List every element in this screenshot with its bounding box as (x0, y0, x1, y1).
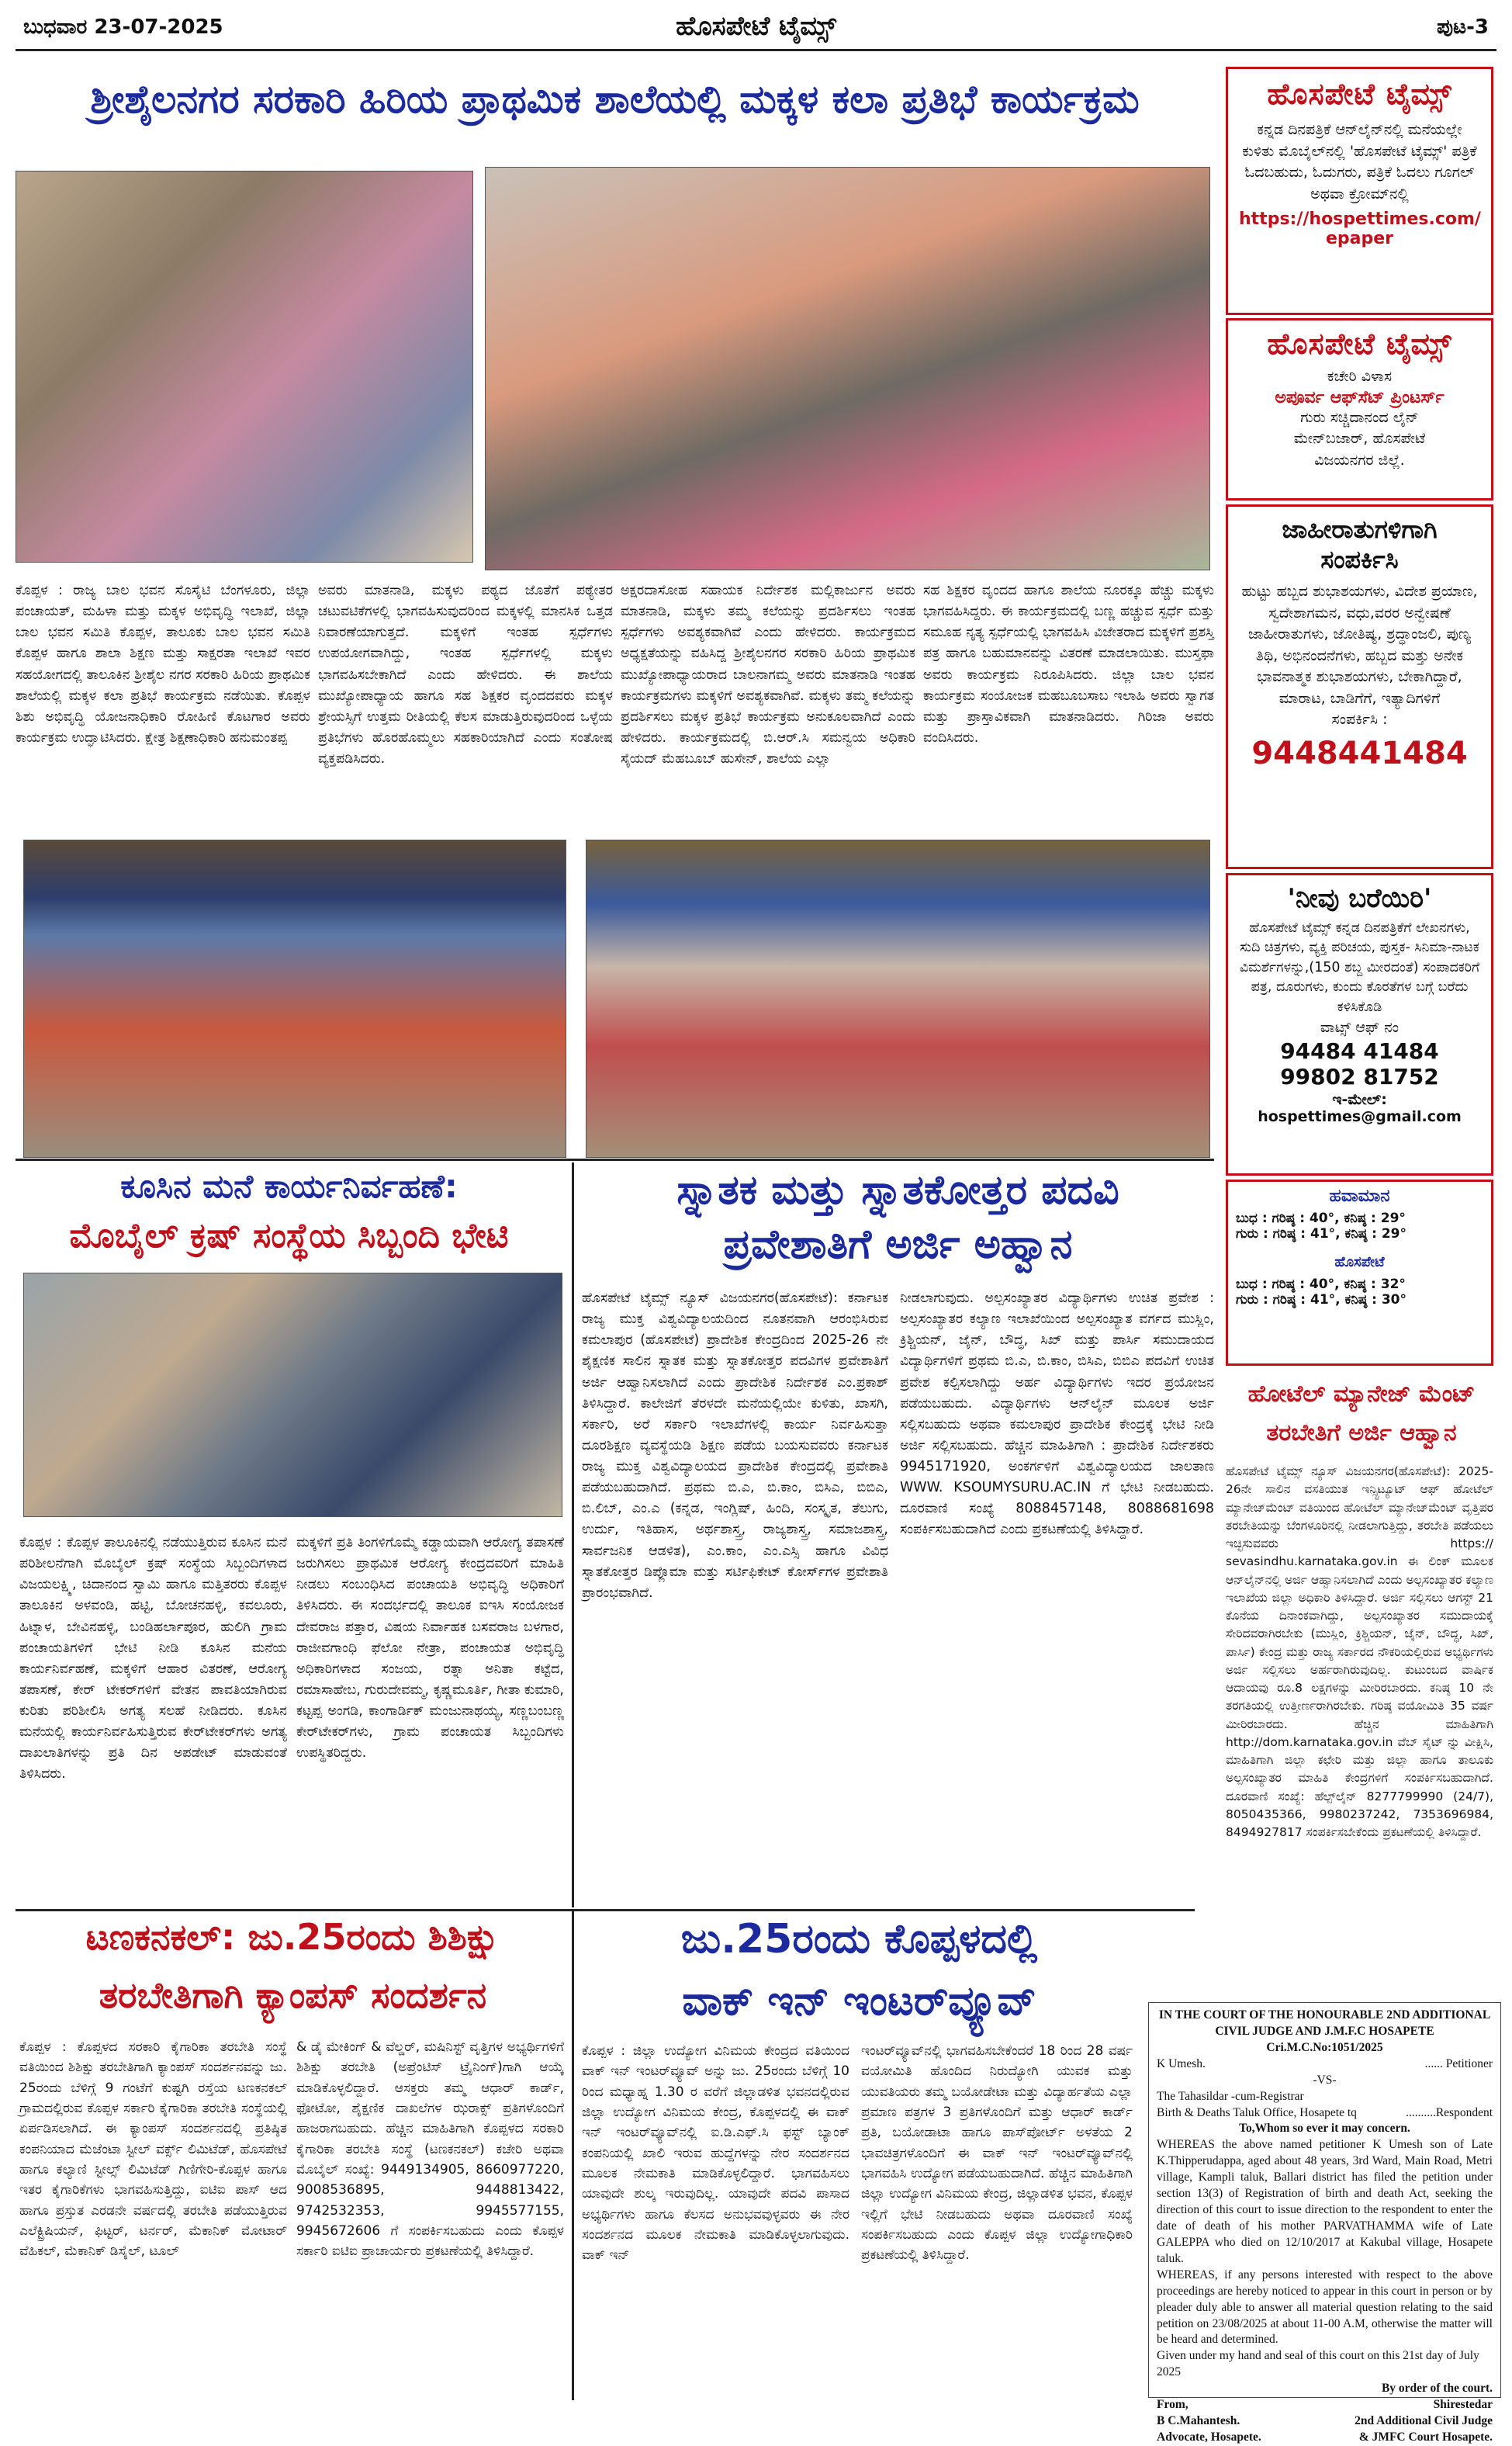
court-respondent-1: The Tahasildar -cum-Registrar (1157, 2089, 1304, 2103)
newspaper-name: ಹೊಸಪೇಟೆ ಟೈಮ್ಸ್ (676, 11, 836, 42)
address-line-2: ಮೇನ್‌ಬಜಾರ್, ಹೊಸಪೇಟೆ (1293, 430, 1426, 448)
sidebar-ad-epaper (1226, 67, 1493, 315)
epaper-text: ಕನ್ನಡ ದಿನಪತ್ರಿಕೆ ಆನ್‌ಲೈನ್‌ನಲ್ಲಿ ಮನೆಯಲ್ಲೇ ಕುಳಿತು ಮೊಬೈಲ್‌ನಲ್ಲಿ 'ಹೊಸಪೇಟೆ ಟೈಮ್ಸ್' ಪತ್ರಿಕೆ ಓದಬಹುದು, ಓದುಗರು, ಪತ್ರಿಕೆ ಓದಲು ಗೂಗಲ್ ಅಥವಾ ಕ್ರೋಮ್‌ನಲ್ಲಿ (1242, 121, 1477, 203)
sidebar-ad-write (1226, 873, 1493, 1176)
story1-column-2: ಅವರು ಮಾತನಾಡಿ, ಮಕ್ಕಳು ಪಠ್ಯದ ಜೊತೆಗೆ ಪಠ್ಯೇತರ ಚಟುವಟಿಕೆಗಳಲ್ಲಿ ಭಾಗವಹಿಸುವುದರಿಂದ ಮಕ್ಕಳಲ್ಲಿ ಮಾನಸಿಕ ಒತ್ತಡ ನಿವಾರಣೆಯಾಗುತ್ತದೆ. ಮಕ್ಕಳಿಗೆ ಇಂತಹ ಸ್ಪರ್ಧೆಗಳು ಉಪಯೋಗವಾಗಿದ್ದು, ಇಂತಹ ಸ್ಪರ್ಧೆಗಳಲ್ಲಿ ಮಕ್ಕಳು ಭಾಗವಹಿಸಬೇಕಾಗಿದೆ ಎಂದು ಹೇಳಿದರು. ಈ ಶಾಲೆಯ ಮುಖ್ಯೋಪಾಧ್ಯಾಯ ಹಾಗೂ ಸಹ ಶಿಕ್ಷಕರ ವೃಂದದವರು ಮಕ್ಕಳ ಶ್ರೇಯಸ್ಸಿಗೆ ಉತ್ತಮ ರೀತಿಯಲ್ಲಿ ಕೆಲಸ ಮಾಡುತ್ತಿರುವುದರಿಂದ ಒಳ್ಳೆಯ ಪ್ರತಿಭೆಗಳು ಹೊರಹೊಮ್ಮಲು ಸಹಕಾರಿಯಾಗಿದೆ ಎಂದು ಸಂತೋಷ ವ್ಯಕ್ತಪಡಿಸಿದರು. (318, 583, 613, 767)
court-para-2: WHEREAS, if any persons interested with respect to the above proceedings are hereby noticed to appear in this court in person or by pleader duly able to answer all material question relating to the said petition on 23/08/2025 at about 11-00 A.M, otherwise the matter will be heard and determined. (1157, 2268, 1493, 2347)
weather-row: ಬುಧ : ಗರಿಷ್ಠ : 40°, ಕನಿಷ್ಠ : 29° (1236, 1211, 1406, 1226)
sidebar-ad-address (1226, 318, 1493, 501)
story6-column-2: ಇಂಟರ್‌ವ್ಯೂವ್‌ನಲ್ಲಿ ಭಾಗವಹಿಸಬೇಕೆಂದರೆ 18 ರಿಂದ 28 ವರ್ಷ ವಯೋಮಿತಿ ಹೊಂದಿದ ನಿರುದ್ಯೋಗಿ ಯುವಕ ಮತ್ತು ಯುವತಿಯರು ತಮ್ಮ ಬಯೋಡೇಟಾ ಮತ್ತು ವಿದ್ಯಾರ್ಹತೆಯ ಎಲ್ಲಾ ಪ್ರಮಾಣ ಪತ್ರಗಳ 3 ಪ್ರತಿಗಳೊಂದಿಗೆ ಮತ್ತು ಆಧಾರ್ ಕಾರ್ಡ್ ಪ್ರತಿ, ಬಯೋಡಾಟಾ ಹಾಗೂ ಪಾಸ್‌ಪೋರ್ಟ್ ಅಳತೆಯ 2 ಭಾವಚಿತ್ರಗಳೊಂದಿಗೆ ಈ ವಾಕ್ ಇನ್ ಇಂಟರ್‌ವ್ಯೂವ್‌ನಲ್ಲಿ ಭಾಗವಹಿಸಿ ಉದ್ಯೋಗ ಪಡೆಯಬಹುದಾಗಿದೆ. ಹೆಚ್ಚಿನ ಮಾಹಿತಿಗಾಗಿ ಜಿಲ್ಲಾ ಉದ್ಯೋಗ ವಿನಿಮಯ ಕೇಂದ್ರ, ಜಿಲ್ಲಾಡಳಿತ ಭವನ, ಕೊಪ್ಪಳ ಇಲ್ಲಿಗೆ ಭೇಟಿ ನೀಡಬಹುದು ಅಥವಾ ದೂರವಾಣಿ ಸಂಖ್ಯೆ ಸಂಪರ್ಕಿಸಬಹುದು ಎಂದು ಕೊಪ್ಪಳ ಜಿಲ್ಲಾ ಉದ್ಯೋಗಾಧಿಕಾರಿ ಪ್ರಕಟಣೆಯಲ್ಲಿ ತಿಳಿಸಿದ್ದಾರೆ. (861, 2043, 1133, 2264)
court-sign-1: Shirestedar (1433, 2398, 1493, 2412)
story1-photo-dance-2 (586, 840, 1210, 1158)
court-respondent-2: Birth & Deaths Taluk Office, Hosapete tq (1157, 2105, 1357, 2119)
whatsapp-label: ವಾಟ್ಸ್ ಆಫ್ ನಂ (1320, 1018, 1400, 1036)
sidebar-ad-contact (1226, 504, 1493, 869)
printer-name: ಅಪೂರ್ವ ಆಫ್‌ಸೆಟ್ ಪ್ರಿಂಟರ್ಸ್ (1275, 387, 1445, 407)
court-para-1: WHEREAS the above named petitioner K Umesh son of Late K.Thipperudappa, aged about 48 years, 3rd Ward, Main Road, Metri village, Kampli taluk, Ballari district has filed the petition under section 13(3) of Registration of birth and death Act, seeking the direction of this court to issue direction to the respondent to enter the date of death of his mother PARVATHAMMA wife of Late GALEPPA who died on 12/10/2017 at Kakubal village, Hosapete taluk. (1157, 2138, 1493, 2265)
epaper-link[interactable]: https://hospettimes.com/ (1239, 210, 1481, 230)
email-address[interactable]: hospettimes@gmail.com (1258, 1108, 1462, 1126)
divider (572, 1911, 574, 2400)
court-advocate-place: Advocate, Hosapete. (1157, 2430, 1261, 2444)
ads-subtitle: ಸಂಪರ್ಕಿಸಿ (1320, 545, 1399, 574)
story1-photo-group-certificates (16, 171, 473, 563)
court-to: To,Whom so ever it may concern. (1239, 2122, 1410, 2136)
page-number: ಪುಟ-3 (1436, 16, 1489, 39)
sidebar-logo: ಹೊಸಪೇಟೆ ಟೈಮ್ಸ್ (1267, 77, 1452, 111)
court-advocate-name: B C.Mahantesh. (1157, 2414, 1240, 2428)
story3-headline-line2: ಪ್ರವೇಶಾತಿಗೆ ಅರ್ಜಿ ಅಹ್ವಾನ (723, 1221, 1073, 1268)
story1-headline: ಶ್ರೀಶೈಲನಗರ ಸರಕಾರಿ ಹಿರಿಯ ಪ್ರಾಥಮಿಕ ಶಾಲೆಯಲ್ಲಿ ಮಕ್ಕಳ ಕಲಾ ಪ್ರತಿಭೆ ಕಾರ್ಯಕ್ರಮ (90, 77, 1140, 122)
weather-row: ಗುರು : ಗರಿಷ್ಠ : 41°, ಕನಿಷ್ಠ : 29° (1236, 1226, 1407, 1242)
weather-row: ಗುರು : ಗರಿಷ್ಠ : 41°, ಕನಿಷ್ಠ : 30° (1236, 1292, 1407, 1308)
story1-photo-dance-1 (23, 840, 566, 1158)
story2-column-2: ಮಕ್ಕಳಿಗೆ ಪ್ರತಿ ತಿಂಗಳಿಗೊಮ್ಮೆ ಕಡ್ಡಾಯವಾಗಿ ಆರೋಗ್ಯ ತಪಾಸಣೆ ಜರುಗಿಸಲು ಪ್ರಾಥಮಿಕ ಆರೋಗ್ಯ ಕೇಂದ್ರದವರಿಗೆ ಮಾಹಿತಿ ನೀಡಲು ಸಂಬಂಧಿಸಿದ ಪಂಚಾಯತಿ ಅಭಿವೃದ್ಧಿ ಅಧಿಕಾರಿಗೆ ತಿಳಿಸಿದರು. ಈ ಸಂದರ್ಭದಲ್ಲಿ ತಾಲೂಕ ಐಇಸಿ ಸಂಯೋಜಕ ದೇವರಾಜ ಪತ್ತಾರ, ವಿಷಯ ನಿರ್ವಾಹಕ ಬಸವರಾಜ ಬಳಗಾರ, ರಾಜೀವಗಾಂಧಿ ಫೆಲೋ ನೇತ್ರಾ, ಪಂಚಾಯತ ಅಭಿವೃದ್ಧಿ ಅಧಿಕಾರಿಗಳಾದ ಸಂಜಯ, ರತ್ನಾ ಅನಿತಾ ಕಟ್ಟೆದ, ರಮಾಸಾಹೇಬ, ಗುರುದೇವಮ್ಮ, ಕೃಷ್ಣಮೂರ್ತಿ, ಗೀತಾ ಕುಮಾರಿ, ಕಟ್ಟಪ್ಪ ಅಂಗಡಿ, ಕಾಂಗಾರ್ಡಿಕ್ ಮಂಜುನಾಥಯ್ಯ, ಸಣ್ಣಬಂಬಣ್ಣ ಕೇರ್‌ಟೇಕರ್‌ಗಳು, ಗ್ರಾಮ ಪಂಚಾಯತ ಸಿಬ್ಬಂದಿಗಳು ಉಪಸ್ಥಿತರಿದ್ದರು. (296, 1535, 564, 1762)
write-text: ಹೊಸಪೇಟೆ ಟೈಮ್ಸ್ ಕನ್ನಡ ದಿನಪತ್ರಿಕೆಗೆ ಲೇಖನಗಳು, ಸುದಿ ಚಿತ್ರಗಳು, ವ್ಯಕ್ತಿ ಪರಿಚಯ, ಪುಸ್ತಕ- ಸಿನಿಮಾ-ನಾಟಕ ವಿಮರ್ಶೆಗಳನ್ನು,(150 ಶಬ್ದ ಮೀರದಂತೆ) ಸಂಪಾದಕರಿಗೆ ಪತ್ರ, ದೂರುಗಳು, ಕುಂದು ಕೊರತೆಗಳ ಬಗ್ಗೆ ಬರೆದು ಕಳಿಸಿಕೊಡಿ (1239, 920, 1480, 1015)
court-notice (1148, 2002, 1501, 2444)
write-phone-1: 94484 41484 (1280, 1038, 1439, 1065)
story2-photo-creche-visit (23, 1273, 562, 1517)
story6-headline-line1: ಜು.25ರಂದು ಕೊಪ್ಪಳದಲ್ಲಿ (680, 1916, 1038, 1963)
story2-column-1: ಕೊಪ್ಪಳ : ಕೊಪ್ಪಳ ತಾಲೂಕಿನಲ್ಲಿ ನಡೆಯುತ್ತಿರುವ ಕೂಸಿನ ಮನೆ ಪರಿಶೀಲನೆಗಾಗಿ ಮೊಬೈಲ್ ಕ್ರಷ್ ಸಂಸ್ಥೆಯ ಸಿಬ್ಬಂದಿಗಳಾದ ವಿಜಯಲಕ್ಷ್ಮಿ, ಚಿದಾನಂದ ಸ್ವಾಮಿ ಹಾಗೂ ಮತ್ತಿತರರು ಕೊಪ್ಪಳ ತಾಲೂಕಿನ ಅಳವಂಡಿ, ಹಟ್ಟಿ, ಬೋಚನಹಳ್ಳಿ, ಕವಲೂರು, ಹಿಟ್ನಾಳ, ಬೇವಿನಹಳ್ಳಿ, ಬಂಡಿಹರ್ಲಾಪೂರ, ಹುಲಿಗಿ ಗ್ರಾಮ ಪಂಚಾಯತಿಗಳಿಗೆ ಭೇಟಿ ನೀಡಿ ಕೂಸಿನ ಮನೆಯ ಕಾರ್ಯನಿರ್ವಹಣೆ, ಮಕ್ಕಳಿಗೆ ಆಹಾರ ವಿತರಣೆ, ಆರೋಗ್ಯ ತಪಾಸಣೆ, ಕೇರ್ ಟೇಕರ್‌ಗಳಿಗೆ ವೇತನ ಪಾವತಿಯಾಗಿರುವ ಕುರಿತು ಪರಿಶೀಲಿಸಿ ಅಗತ್ಯ ಸಲಹೆ ನೀಡಿದರು. ಕೂಸಿನ ಮನೆಯಲ್ಲಿ ಕಾರ್ಯನಿರ್ವಹಿಸುತ್ತಿರುವ ಕೇರ್‌ಟೇಕರ್‌ಗಳು ಅಗತ್ಯ ದಾಖಲಾತಿಗಳನ್ನು ಪ್ರತಿ ದಿನ ಅಪಡೇಟ್ ಮಾಡುವಂತೆ ತಿಳಿಸಿದರು. (19, 1535, 287, 1783)
story5-column-2: & ಡೈ ಮೇಕಿಂಗ್ & ವೆಲ್ಡರ್, ಮಷಿನಿಸ್ಟ್ ವೃತ್ತಿಗಳ ಅಭ್ಯರ್ಥಿಗಳಿಗೆ ಶಿಶಿಕ್ಷು ತರಬೇತಿ (ಅಪ್ರೆಂಟಿಸ್ ಟ್ರೈನಿಂಗ್)ಗಾಗಿ ಆಯ್ಕೆ ಮಾಡಿಕೊಳ್ಳಲಿದ್ದಾರೆ. ಆಸಕ್ತರು ತಮ್ಮ ಆಧಾರ್ ಕಾರ್ಡ್, ಫೋಟೋ, ಶೈಕ್ಷಣಿಕ ದಾಖಲೆಗಳ ಝರಾಕ್ಸ್ ಪ್ರತಿಗಳೊಂದಿಗೆ ಹಾಜರಾಗಬಹುದು. ಹೆಚ್ಚಿನ ಮಾಹಿತಿಗಾಗಿ ಕೊಪ್ಪಳದ ಸರಕಾರಿ ಕೈಗಾರಿಕಾ ತರಬೇತಿ ಸಂಸ್ಥೆ (ಟಣಕನಕಲ್) ಕಚೇರಿ ಅಥವಾ ಮೊಬೈಲ್ ಸಂಖ್ಯೆ: 9449134905, 8660977220, 9008536895, 9448813422, 9742532353, 9945577155, 9945672606 ಗೆ ಸಂಪರ್ಕಿಸಬಹುದು ಎಂದು ಕೊಪ್ಪಳ ಸರ್ಕಾರಿ ಐಟಿಐ ಪ್ರಾಚಾರ್ಯರು ಪ್ರಕಟಣೆಯಲ್ಲಿ ತಿಳಿಸಿದ್ದಾರೆ. (296, 2039, 564, 2260)
story3-headline-line1: ಸ್ನಾತಕ ಮತ್ತು ಸ್ನಾತಕೋತ್ತರ ಪದವಿ (676, 1167, 1119, 1214)
story1-column-3: ಅಕ್ಷರದಾಸೋಹ ಸಹಾಯಕ ನಿರ್ದೇಶಕ ಮಲ್ಲಿಕಾರ್ಜುನ ಅವರು ಮಾತನಾಡಿ, ಮಕ್ಕಳು ತಮ್ಮ ಕಲೆಯನ್ನು ಪ್ರದರ್ಶಿಸಲು ಇಂತಹ ಸ್ಪರ್ಧೆಗಳು ಅವಶ್ಯಕವಾಗಿವೆ ಎಂದು ಹೇಳಿದರು. ಕಾರ್ಯಕ್ರಮದ ಅಧ್ಯಕ್ಷತೆಯನ್ನು ವಹಿಸಿದ್ದ ಶ್ರೀಶೈಲನಗರ ಸರಕಾರಿ ಹಿರಿಯ ಪ್ರಾಥಮಿಕ ಮುಖ್ಯೋಪಾಧ್ಯಾಯರಾದ ಬಾಲನಾಗಮ್ಮ ಅವರು ಮಾತನಾಡಿ ಇಂತಹ ಕಾರ್ಯಕ್ರಮಗಳು ಮಕ್ಕಳಿಗೆ ಅವಶ್ಯಕವಾಗಿವೆ. ಮಕ್ಕಳು ತಮ್ಮ ಕಲೆಯನ್ನು ಪ್ರದರ್ಶಿಸಲು ಮಕ್ಕಳ ಪ್ರತಿಭೆ ಕಾರ್ಯಕ್ರಮ ಅನುಕೂಲವಾಗಿದೆ ಎಂದು ಹೇಳಿದರು. ಕಾರ್ಯಕ್ರಮದಲ್ಲಿ ಬಿ.ಆರ್.ಸಿ ಸಮನ್ವಯ ಅಧಿಕಾರಿ ಸೈಯದ್ ಮೆಹಬೂಬ್ ಹುಸೇನ್, ಶಾಲೆಯ ಎಲ್ಲಾ (621, 583, 915, 767)
divider (16, 1159, 1214, 1161)
story1-photo-plant-ceremony (485, 167, 1210, 570)
story4-headline-line2: ತರಬೇತಿಗೆ ಅರ್ಜಿ ಆಹ್ವಾನ (1266, 1419, 1457, 1446)
court-para-3: Given under my hand and seal of this court on this 21st day of July 2025 (1157, 2349, 1479, 2379)
story5-headline-line2: ತರಬೇತಿಗಾಗಿ ಕ್ಯಾಂಪಸ್ ಸಂದರ್ಶನ (99, 1974, 487, 2016)
address-line-3: ವಿಜಯನಗರ ಜಿಲ್ಲೆ. (1314, 451, 1405, 469)
ads-text: ಹುಟ್ಟು ಹಬ್ಬದ ಶುಭಾಶಯಗಳು, ವಿದೇಶ ಪ್ರಯಾಣ, ಸ್ವದೇಶಾಗಮನ, ವಧು,ವರರ ಅನ್ವೇಷಣೆ ಜಾಹೀರಾತುಗಳು, ಜೋತಿಷ್ಯ, ಶ್ರದ್ಧಾಂಜಲಿ, ಪುಣ್ಯ ತಿಥಿ, ಅಭಿನಂದನೆಗಳು, ಹಬ್ಬದ ಮತ್ತು ಅನೇಕ ಭಾವನಾತ್ಮಕ ಶುಭಾಶಯಗಳು, ಬೇಕಾಗಿದ್ದಾರೆ, ಮಾರಾಟ, ಬಾಡಿಗೆಗೆ, ಇತ್ಯಾದಿಗಳಿಗೆ (1241, 583, 1478, 707)
story1-column-4: ಸಹ ಶಿಕ್ಷಕರ ವೃಂದದ ಹಾಗೂ ಶಾಲೆಯ ನೂರಕ್ಕೂ ಹೆಚ್ಚು ಮಕ್ಕಳು ಭಾಗವಹಿಸಿದ್ದರು. ಈ ಕಾರ್ಯಕ್ರಮದಲ್ಲಿ ಬಣ್ಣ ಹಚ್ಚುವ ಸ್ಪರ್ಧೆ ಮತ್ತು ಸಮೂಹ ನೃತ್ಯ ಸ್ಪರ್ಧೆಯಲ್ಲಿ ಭಾಗವಹಿಸಿ ವಿಜೇತರಾದ ಮಕ್ಕಳಿಗೆ ಪ್ರಶಸ್ತಿ ಪತ್ರ ಹಾಗೂ ಬಹುಮಾನವನ್ನು ವಿತರಣೆ ಮಾಡಲಾಯಿತು. ಮುಸ್ತಫಾ ಅವರು ಕಾರ್ಯಕ್ರಮ ನಿರೂಪಿಸಿದರು. ಜಿಲ್ಲಾ ಬಾಲ ಭವನ ಕಾರ್ಯಕ್ರಮ ಸಂಯೋಜಕ ಮಹಬೂಬಸಾಬ ಇಲಾಹಿ ಅವರು ಸ್ವಾಗತ ಮತ್ತು ಪ್ರಾಸ್ತಾವಿಕವಾಗಿ ಮಾತನಾಡಿದರು. ಗಿರಿಜಾ ಅವರು ವಂದಿಸಿದರು. (923, 583, 1214, 746)
court-sign-2: 2nd Additional Civil Judge (1355, 2414, 1493, 2428)
story6-column-1: ಕೊಪ್ಪಳ : ಜಿಲ್ಲಾ ಉದ್ಯೋಗ ವಿನಿಮಯ ಕೇಂದ್ರದ ವತಿಯಿಂದ ವಾಕ್ ಇನ್ ಇಂಟರ್‌ವ್ಯೂವ್ ಅನ್ನು ಜು. 25ರಂದು ಬೆಳಿಗ್ಗೆ 10 ರಿಂದ ಮಧ್ಯಾಹ್ನ 1.30 ರ ವರೆಗೆ ಜಿಲ್ಲಾಡಳಿತ ಭವನದಲ್ಲಿರುವ ಜಿಲ್ಲಾ ಉದ್ಯೋಗ ವಿನಿಮಯ ಕೇಂದ್ರ, ಕೊಪ್ಪಳದಲ್ಲಿ ಈ ವಾಕ್ ಇನ್ ಇಂಟರ್‌ವ್ಯೂವ್‌ನಲ್ಲಿ ಐ.ಡಿ.ಎಫ್.ಸಿ ಫಸ್ಟ್ ಬ್ಯಾಂಕ್ ಕಂಪನಿಯಲ್ಲಿ ಖಾಲಿ ಇರುವ ಹುದ್ದೆಗಳನ್ನು ನೇರ ಸಂದರ್ಶನದ ಮೂಲಕ ನೇಮಕಾತಿ ಮಾಡಿಕೊಳ್ಳಲಿದ್ದಾರೆ. ಭಾಗವಹಿಸಲು ಯಾವುದೇ ಶುಲ್ಕ ಇರುವುದಿಲ್ಲ. ಯಾವುದೇ ಪದವಿ ಪಾಸಾದ ಅಭ್ಯರ್ಥಿಗಳು ಹಾಗೂ ಕೆಲಸದ ಅನುಭವವುಳ್ಳವರು ಈ ನೇರ ಸಂದರ್ಶನದ ಮೂಲಕ ನೇಮಕಾತಿ ಮಾಡಿಕೊಳ್ಳಲಾಗುವುದು. ವಾಕ್ ಇನ್ (582, 2043, 849, 2264)
story5-headline-line1: ಟಣಕನಕಲ್: ಜು.25ರಂದು ಶಿಶಿಕ್ಷು (85, 1916, 500, 1958)
weather-city: ಹೊಸಪೇಟೆ (1334, 1254, 1385, 1270)
court-title: IN THE COURT OF THE HONOURABLE 2ND ADDITIONAL CIVIL JUDGE AND J.M.F.C HOSAPETE (1158, 2008, 1491, 2038)
epaper-link-suffix[interactable]: epaper (1325, 229, 1394, 249)
court-case-number: Cri.M.C.No:1051/2025 (1266, 2040, 1383, 2054)
story4-text: ಹೊಸಪೇಟೆ ಟೈಮ್ಸ್ ನ್ಯೂಸ್ ವಿಜಯನಗರ(ಹೊಸಪೇಟೆ): 2025-26ನೇ ಸಾಲಿನ ವಸತಿಯುತ ಇನ್ಸ್ಟಿಟ್ಯೂಟ್ ಆಫ್ ಹೋಟೆಲ್ ಮ್ಯಾನೇಜ್‌ಮೆಂಟ್ ವತಿಯಿಂದ ಹೋಟೆಲ್ ಮ್ಯಾನೇಜ್‌ಮೆಂಟ್ ವೃತ್ತಿಪರ ತರಬೇತಿಯನ್ನು ಬೆಂಗಳೂರಿನಲ್ಲಿ ನೀಡಲಾಗುತ್ತಿದ್ದು, ತರಬೇತಿ ಪಡೆಯಲು ಇಚ್ಛಿಸುವವರು https:// sevasindhu.karnataka.gov.in ಈ ಲಿಂಕ್ ಮೂಲಕ ಆನ್‌ಲೈನ್‌ನಲ್ಲಿ ಅರ್ಜಿ ಆಹ್ವಾನಿಸಲಾಗಿದೆ ಎಂದು ಅಲ್ಪಸಂಖ್ಯಾತರ ಕಲ್ಯಾಣ ಇಲಾಖೆಯ ಜಿಲ್ಲಾ ಅಧಿಕಾರಿ ತಿಳಿಸಿದ್ದಾರೆ. ಅರ್ಜಿ ಸಲ್ಲಿಸಲು ಆಗಸ್ಟ್ 21 ಕೊನೆಯ ದಿನಾಂಕವಾಗಿದ್ದು, ಅಲ್ಪಸಂಖ್ಯಾತರ ಸಮುದಾಯಕ್ಕೆ ಸೇರಿದವರಾಗಿರಬೇಕು (ಮುಸ್ಲಿಂ, ಕ್ರಿಶ್ಚಿಯನ್, ಜೈನ್, ಬೌದ್ಧ, ಸಿಖ್, ಪಾರ್ಸಿ) ಕೇಂದ್ರ ಮತ್ತು ರಾಜ್ಯ ಸರ್ಕಾರದ ನೌಕರಿಯಲ್ಲಿರುವ ಅಭ್ಯರ್ಥಿಗಳು ಅರ್ಜಿ ಸಲ್ಲಿಸಲು ಅರ್ಹರಾಗಿರುವುದಿಲ್ಲ. ಕುಟುಂಬದ ವಾರ್ಷಿಕ ಆದಾಯವು ರೂ.8 ಲಕ್ಷಗಳನ್ನು ಮೀರಿರಬಾರದು. ಕನಿಷ್ಠ 10 ನೇ ತರಗತಿಯಲ್ಲಿ ಉತ್ತೀರ್ಣರಾಗಿರಬೇಕು. ಗರಿಷ್ಠ ವಯೋಮಿತಿ 35 ವರ್ಷ ಮೀರಿರಬಾರದು. ಹೆಚ್ಚಿನ ಮಾಹಿತಿಗಾಗಿ http://dom.karnataka.gov.in ವೆಬ್ ಸೈಟ್ ನ್ನು ವೀಕ್ಷಿಸಿ, ಮಾಹಿತಿಗಾಗಿ ಜಿಲ್ಲಾ ಕಛೇರಿ ಮತ್ತು ಜಿಲ್ಲಾ ಹಾಗೂ ತಾಲೂಕು ಅಲ್ಪಸಂಖ್ಯಾತರ ಮಾಹಿತಿ ಕೇಂದ್ರಗಳಿಗೆ ಸಂಪರ್ಕಿಸಬಹುದಾಗಿದೆ. ದೂರವಾಣಿ ಸಂಖ್ಯೆ: ಹೆಲ್ಪ್‌ಲೈನ್ 8277799990 (24/7), 8050435366, 9980237242, 7353696984, 8494927817 ಸಂಪರ್ಕಿಸಬೇಕೆಂದು ಪ್ರಕಟಣೆಯಲ್ಲಿ ತಿಳಿಸಿದ್ದಾರೆ. (1226, 1464, 1493, 1839)
story6-headline-line2: ವಾಕ್ ಇನ್ ಇಂಟರ್‌ವ್ಯೂವ್ (682, 1978, 1036, 2025)
sidebar-logo: ಹೊಸಪೇಟೆ ಟೈಮ್ಸ್ (1267, 327, 1452, 361)
court-sign-3: & JMFC Court Hosapete. (1358, 2430, 1493, 2444)
email-label: ಇ-ಮೇಲ್: (1332, 1091, 1387, 1109)
story4-headline-line1: ಹೋಟೆಲ್ ಮ್ಯಾನೇಜ್ ಮೆಂಟ್ (1247, 1381, 1476, 1408)
divider (572, 1162, 574, 1907)
write-title: 'ನೀವು ಬರೆಯಿರಿ' (1287, 883, 1432, 914)
court-petitioner-label: ...... Petitioner (1424, 2056, 1493, 2070)
ads-contact-label: ಸಂಪರ್ಕಿಸಿ : (1331, 711, 1388, 729)
court-vs: -VS- (1313, 2073, 1337, 2087)
weather-row: ಬುಧ : ಗರಿಷ್ಠ : 40°, ಕನಿಷ್ಠ : 32° (1236, 1277, 1406, 1292)
story3-column-2: ನೀಡಲಾಗುವುದು. ಅಲ್ಪಸಂಖ್ಯಾತರ ವಿದ್ಯಾರ್ಥಿಗಳು ಉಚಿತ ಪ್ರವೇಶ : ಅಲ್ಪಸಂಖ್ಯಾತರ ಕಲ್ಯಾಣ ಇಲಾಖೆಯಿಂದ ಅಲ್ಪಸಂಖ್ಯಾತ ವರ್ಗದ ಮುಸ್ಲಿಂ, ಕ್ರಿಶ್ಚಿಯನ್, ಜೈನ್, ಬೌದ್ಧ, ಸಿಖ್ ಮತ್ತು ಪಾರ್ಸಿ ಸಮುದಾಯದ ವಿದ್ಯಾರ್ಥಿಗಳಿಗೆ ಪ್ರಥಮ ಬಿ.ಎ, ಬಿ.ಕಾಂ, ಬಿಸಿಎ, ಬಿಬಿಎ ಪದವಿಗೆ ಉಚಿತ ಪ್ರವೇಶ ಕಲ್ಪಿಸಲಾಗಿದ್ದು ಅರ್ಹ ವಿದ್ಯಾರ್ಥಿಗಳು ಇದರ ಪ್ರಯೋಜನ ಪಡೆಯಬಹುದು. ವಿದ್ಯಾರ್ಥಿಗಳು ಆನ್‌ಲೈನ್ ಮೂಲಕ ಅರ್ಜಿ ಸಲ್ಲಿಸಬಹುದು ಅಥವಾ ಕಮಲಾಪುರ ಪ್ರಾದೇಶಿಕ ಕೇಂದ್ರಕ್ಕೆ ಭೇಟಿ ನೀಡಿ ಅರ್ಜಿ ಸಲ್ಲಿಸಬಹುದು. ಹೆಚ್ಚಿನ ಮಾಹಿತಿಗಾಗಿ : ಪ್ರಾದೇಶಿಕ ನಿರ್ದೇಶಕರು 9945171920, ಅಂಕರ್ಗಳಿಗೆ ವಿಶ್ವವಿದ್ಯಾಲಯದ ಜಾಲತಾಣ WWW. KSOUMYSURU.AC.IN ಗೆ ಭೇಟಿ ನೀಡಬಹುದು. ದೂರವಾಣಿ ಸಂಖ್ಯೆ 8088457148, 8088681698 ಸಂಪರ್ಕಿಸಬಹುದಾಗಿದೆ ಎಂದು ಪ್ರಕಟಣೆಯಲ್ಲಿ ತಿಳಿಸಿದ್ದಾರೆ. (900, 1291, 1214, 1538)
divider (16, 1909, 1195, 1911)
court-order: By order of the court. (1381, 2382, 1493, 2396)
issue-date: ಬುಧವಾರ 23-07-2025 (23, 16, 223, 39)
story1-column-1: ಕೊಪ್ಪಳ : ರಾಜ್ಯ ಬಾಲ ಭವನ ಸೊಸೈಟಿ ಬೆಂಗಳೂರು, ಜಿಲ್ಲಾ ಪಂಚಾಯತ್, ಮಹಿಳಾ ಮತ್ತು ಮಕ್ಕಳ ಅಭಿವೃದ್ಧಿ ಇಲಾಖೆ, ಜಿಲ್ಲಾ ಬಾಲ ಭವನ ಸಮಿತಿ ಕೊಪ್ಪಳ, ತಾಲೂಕು ಬಾಲ ಭವನ ಸಮಿತಿ ಕೊಪ್ಪಳ ಹಾಗೂ ಶಾಲಾ ಶಿಕ್ಷಣ ಮತ್ತು ಸಾಕ್ಷರತಾ ಇಲಾಖೆ ಇವರ ಸಹಯೋಗದಲ್ಲಿ ತಾಲೂಕಿನ ಶ್ರೀಶೈಲ ನಗರ ಸರಕಾರಿ ಹಿರಿಯ ಪ್ರಾಥಮಿಕ ಶಾಲೆಯಲ್ಲಿ ಮಕ್ಕಳ ಕಲಾ ಪ್ರತಿಭೆ ಕಾರ್ಯಕ್ರಮ ನಡೆಯಿತು. ಕೊಪ್ಪಳ ಶಿಶು ಅಭಿವೃದ್ಧಿ ಯೋಜನಾಧಿಕಾರಿ ರೋಹಿಣಿ ಕೊಟಗಾರ ಅವರು ಕಾರ್ಯಕ್ರಮ ಉದ್ಘಾಟಿಸಿದರು. ಕ್ಷೇತ್ರ ಶಿಕ್ಷಣಾಧಿಕಾರಿ ಹನುಮಂತಪ್ಪ (16, 583, 310, 746)
story5-column-1: ಕೊಪ್ಪಳ : ಕೊಪ್ಪಳದ ಸರಕಾರಿ ಕೈಗಾರಿಕಾ ತರಬೇತಿ ಸಂಸ್ಥೆ ವತಿಯಿಂದ ಶಿಶಿಕ್ಷು ತರಬೇತಿಗಾಗಿ ಕ್ಯಾಂಪಸ್ ಸಂದರ್ಶನವನ್ನು ಜು. 25ರಂದು ಬೆಳಿಗ್ಗೆ 9 ಗಂಟೆಗೆ ಕುಷ್ಟಗಿ ರಸ್ತೆಯ ಟಣಕನಕಲ್ ಗ್ರಾಮದಲ್ಲಿರುವ ಕೊಪ್ಪಳ ಸರ್ಕಾರಿ ಕೈಗಾರಿಕಾ ತರಬೇತಿ ಸಂಸ್ಥೆಯಲ್ಲಿ ಏರ್ಪಡಿಸಲಾಗಿದೆ. ಈ ಕ್ಯಾಂಪಸ್ ಸಂದರ್ಶನದಲ್ಲಿ ಪ್ರತಿಷ್ಠಿತ ಕಂಪನಿಯಾದ ಮೆಜೆಂಟಾ ಸ್ಟೀಲ್ ವರ್ಕ್ಸ್ ಲಿಮಿಟೆಡ್, ಹೊಸಪೇಟೆ ಹಾಗೂ ಕಲ್ಯಾಣಿ ಸ್ಟೀಲ್ಸ್ ಲಿಮಿಟೆಡ್ ಗಿಣಿಗೇರಿ-ಕೊಪ್ಪಳ ಹಾಗೂ ಇತರ ಕೈಗಾರಿಕೆಗಳು ಭಾಗವಹಿಸುತ್ತಿದ್ದು, ಐಟಿಐ ಪಾಸ್ ಆದ ಹಾಗೂ ಪ್ರಸ್ತುತ ಎರಡನೇ ವರ್ಷದಲ್ಲಿ ತರಬೇತಿ ಪಡೆಯುತ್ತಿರುವ ಎಲೆಕ್ಟ್ರಿಷಿಯನ್, ಫಿಟ್ಟರ್, ಟರ್ನರ್, ಮೆಕಾನಿಕ್ ಮೋಟಾರ್ ವೆಹಿಕಲ್, ಮೆಕಾನಿಕ್ ಡಿಸೈಲ್, ಟೂಲ್ (19, 2039, 287, 2260)
story2-headline-line1: ಕೂಸಿನ ಮನೆ ಕಾರ್ಯನಿರ್ವಹಣೆ: (120, 1167, 458, 1205)
masthead (16, 5, 1496, 51)
ads-title: ಜಾಹೀರಾತುಗಳಿಗಾಗಿ (1282, 514, 1438, 544)
address-line-1: ಗುರು ಸಚ್ಚಿದಾನಂದ ಲೈನ್ (1300, 408, 1419, 426)
court-respondent-label: ..........Respondent (1406, 2105, 1493, 2119)
ads-phone: 9448441484 (1251, 735, 1468, 771)
write-phone-2: 99802 81752 (1280, 1064, 1439, 1090)
office-label: ಕಚೇರಿ ವಿಳಾಸ (1327, 368, 1393, 385)
story3-column-1: ಹೊಸಪೇಟೆ ಟೈಮ್ಸ್ ನ್ಯೂಸ್ ವಿಜಯನಗರ(ಹೊಸಪೇಟೆ): ಕರ್ನಾಟಕ ರಾಜ್ಯ ಮುಕ್ತ ವಿಶ್ವವಿದ್ಯಾಲಯದಿಂದ ನೂತನವಾಗಿ ಆರಂಭಿಸಿರುವ ಕಮಲಾಪುರ (ಹೊಸಪೇಟೆ) ಪ್ರಾದೇಶಿಕ ಕೇಂದ್ರದಿಂದ 2025-26 ನೇ ಶೈಕ್ಷಣಿಕ ಸಾಲಿನ ಸ್ನಾತಕ ಮತ್ತು ಸ್ನಾತಕೋತ್ತರ ಪದವಿಗಳ ಪ್ರವೇಶಾತಿಗೆ ಅರ್ಜಿ ಆಹ್ವಾನಿಸಲಾಗಿದೆ ಎಂದು ಪ್ರಾದೇಶಿಕ ನಿರ್ದೇಶಕ ಎಂ.ಪ್ರಕಾಶ್ ತಿಳಿಸಿದ್ದಾರೆ. ಕಾಲೇಜಿಗೆ ತೆರಳದೇ ಮನೆಯಲ್ಲಿಯೇ ಕುಳಿತು, ಖಾಸಗಿ, ಸರ್ಕಾರಿ, ಅರೆ ಸರ್ಕಾರಿ ಇಲಾಖೆಗಳಲ್ಲಿ ಕಾರ್ಯ ನಿರ್ವಹಿಸುತ್ತಾ ದೂರಶಿಕ್ಷಣ ವ್ಯವಸ್ಥೆಯಡಿ ಶಿಕ್ಷಣ ಪಡೆಯ ಬಯಸುವವರು ಕರ್ನಾಟಕ ರಾಜ್ಯ ಮುಕ್ತ ವಿಶ್ವವಿದ್ಯಾಲಯದ ಪ್ರಾದೇಶಿಕ ಕೇಂದ್ರದಲ್ಲಿ ಪ್ರವೇಶಾತಿ ಪಡೆಯಬಹುದಾಗಿದೆ. ಪ್ರಥಮ ಬಿ.ಎ, ಬಿ.ಕಾಂ, ಬಿಸಿಎ, ಬಿಬಿಎ, ಬಿ.ಲಿಬ್, ಎಂ.ಎ (ಕನ್ನಡ, ಇಂಗ್ಲಿಷ್, ಹಿಂದಿ, ಸಂಸ್ಕೃತ, ತೆಲುಗು, ಉರ್ದು, ಇತಿಹಾಸ, ಅರ್ಥಶಾಸ್ತ್ರ, ರಾಜ್ಯಶಾಸ್ತ್ರ, ಸಮಾಜಶಾಸ್ತ್ರ, ಸಾರ್ವಜನಿಕ ಆಡಳಿತ), ಎಂ.ಕಾಂ, ಎಂ.ಎಸ್ಸಿ ಹಾಗೂ ವಿವಿಧ ಸ್ನಾತಕೋತ್ತರ ಡಿಪ್ಲೊಮಾ ಮತ್ತು ಸರ್ಟಿಫಿಕೇಟ್ ಕೋರ್ಸ್‌ಗಳ ಪ್ರವೇಶಾತಿ ಪ್ರಾರಂಭವಾಗಿದೆ. (582, 1291, 888, 1601)
court-from: From, (1157, 2398, 1188, 2412)
story2-headline-line2: ಮೊಬೈಲ್ ಕ್ರಷ್ ಸಂಸ್ಥೆಯ ಸಿಬ್ಬಂದಿ ಭೇಟಿ (69, 1216, 509, 1256)
weather-title: ಹವಾಮಾನ (1329, 1187, 1390, 1206)
court-petitioner: K Umesh. (1157, 2056, 1206, 2070)
weather-box (1226, 1180, 1493, 1366)
